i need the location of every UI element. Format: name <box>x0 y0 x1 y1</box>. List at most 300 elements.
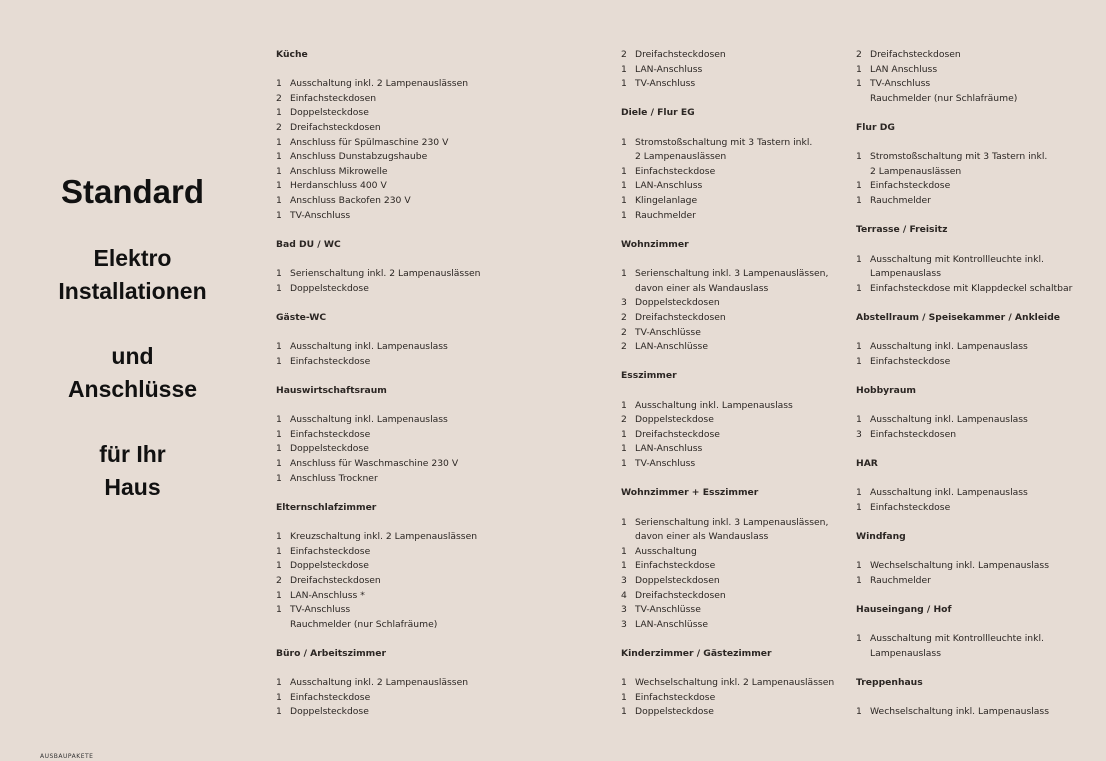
list-item <box>276 121 480 136</box>
item-text: Dreifachsteckdosen <box>870 49 961 60</box>
list-item <box>621 457 834 472</box>
item-text: TV-Anschluss <box>870 78 931 90</box>
item-quantity: 3 <box>621 297 627 309</box>
list-item <box>276 589 480 604</box>
list-item <box>621 559 834 574</box>
item-text: 2 Lampenauslässen <box>870 165 962 177</box>
item-text: Rauchmelder <box>870 574 931 586</box>
item-text: Serienschaltung inkl. 3 Lampenauslässen, <box>635 268 829 280</box>
section-heading-row <box>856 676 1072 691</box>
item-quantity: 1 <box>621 560 627 572</box>
list-item <box>621 603 834 618</box>
list-item <box>276 472 480 487</box>
item-quantity: 1 <box>856 633 862 645</box>
item-text: Ausschaltung inkl. 2 Lampenauslässen <box>290 677 469 689</box>
item-text: Anschluss für Spülmaschine 230 V <box>290 136 449 148</box>
section-spacer <box>856 369 1072 384</box>
list-item <box>621 209 834 224</box>
item-text: davon einer als Wandauslass <box>635 531 769 543</box>
item-quantity: 1 <box>276 78 282 90</box>
item-quantity: 1 <box>276 136 282 148</box>
item-quantity: 1 <box>276 355 282 367</box>
item-text: Einfachsteckdose <box>635 691 716 703</box>
title-spacer <box>20 307 245 340</box>
section-spacer <box>621 253 834 268</box>
list-item <box>856 267 1072 282</box>
item-text: Rauchmelder <box>870 195 931 207</box>
list-item <box>621 618 834 633</box>
section-heading-row <box>856 457 1072 472</box>
list-item <box>621 326 834 341</box>
item-text: Dreifachsteckdosen <box>290 122 381 134</box>
item-text: Doppelsteckdosen <box>635 574 720 586</box>
list-item <box>621 48 834 63</box>
item-text: TV-Anschluss <box>290 604 351 616</box>
list-item <box>856 574 1072 589</box>
list-item <box>276 165 480 180</box>
item-quantity: 1 <box>276 107 282 119</box>
list-item <box>621 516 834 531</box>
section-spacer <box>621 223 834 238</box>
item-quantity: 1 <box>276 589 282 601</box>
section-heading-row <box>856 603 1072 618</box>
item-text: Anschluss für Waschmaschine 230 V <box>290 458 459 470</box>
section-spacer <box>276 296 480 311</box>
item-text: LAN-Anschluss <box>635 443 703 455</box>
list-item <box>276 676 480 691</box>
item-quantity: 1 <box>621 136 627 148</box>
item-text: LAN-Anschluss * <box>290 589 365 601</box>
list-item <box>276 136 480 151</box>
item-quantity: 1 <box>621 195 627 207</box>
section-heading: Hauswirtschaftsraum <box>276 385 387 397</box>
section-spacer <box>856 545 1072 560</box>
item-quantity: 1 <box>856 195 862 207</box>
item-quantity: 3 <box>621 574 627 586</box>
list-item <box>276 150 480 165</box>
item-quantity: 1 <box>276 545 282 557</box>
list-item <box>621 63 834 78</box>
section-spacer <box>856 238 1072 253</box>
item-quantity: 2 <box>621 49 627 60</box>
item-quantity: 1 <box>621 428 627 440</box>
item-text: Einfachsteckdosen <box>290 92 377 104</box>
item-quantity: 1 <box>621 545 627 557</box>
item-text: Rauchmelder <box>635 209 696 221</box>
item-text: Einfachsteckdosen <box>870 428 957 440</box>
item-text: Lampenauslass <box>870 647 942 659</box>
subtitle-line-5: für Ihr <box>99 441 166 467</box>
item-quantity: 3 <box>621 618 627 630</box>
item-text: Ausschaltung inkl. Lampenauslass <box>635 399 793 411</box>
item-quantity: 1 <box>276 531 282 543</box>
item-text: Ausschaltung inkl. Lampenauslass <box>290 414 448 426</box>
item-text: Doppelsteckdose <box>635 414 714 426</box>
item-text: Doppelsteckdose <box>290 107 369 119</box>
section-heading: Gäste-WC <box>276 311 327 323</box>
item-text: LAN-Anschluss <box>635 63 703 75</box>
item-text: Herdanschluss 400 V <box>290 180 387 192</box>
item-quantity: 2 <box>856 49 862 60</box>
item-quantity: 1 <box>856 706 862 718</box>
item-text: 2 Lampenauslässen <box>635 151 727 163</box>
section-spacer <box>856 691 1072 706</box>
section-spacer <box>621 472 834 487</box>
item-text: Serienschaltung inkl. 3 Lampenauslässen, <box>635 516 829 528</box>
item-text: Einfachsteckdose <box>290 691 371 703</box>
section-heading-row <box>621 369 834 384</box>
item-text: TV-Anschlüsse <box>635 604 701 616</box>
list-item <box>856 194 1072 209</box>
item-text: LAN-Anschlüsse <box>635 341 708 353</box>
item-quantity: 1 <box>856 501 862 513</box>
section-spacer <box>621 632 834 647</box>
list-item <box>856 150 1072 165</box>
section-spacer <box>856 106 1072 121</box>
item-text: LAN Anschluss <box>870 63 938 75</box>
list-item <box>856 355 1072 370</box>
list-item <box>621 282 834 297</box>
item-text: Wechselschaltung inkl. Lampenauslass <box>870 706 1049 718</box>
list-item <box>276 282 480 297</box>
list-item <box>276 413 480 428</box>
section-spacer <box>276 369 480 384</box>
item-text: Dreifachsteckdose <box>635 428 720 440</box>
item-quantity: 1 <box>856 414 862 426</box>
section-heading: Wohnzimmer + Esszimmer <box>621 487 759 499</box>
section-heading: Wohnzimmer <box>621 238 689 250</box>
item-quantity: 1 <box>621 63 627 75</box>
subtitle-line-1: Elektro <box>93 245 172 271</box>
list-item <box>621 589 834 604</box>
section-heading: HAR <box>856 458 878 470</box>
item-text: Doppelsteckdose <box>290 560 369 572</box>
item-text: Wechselschaltung inkl. 2 Lampenauslässen <box>635 677 835 689</box>
list-item <box>276 194 480 209</box>
item-text: Einfachsteckdose <box>870 355 951 367</box>
list-item <box>276 442 480 457</box>
item-quantity: 1 <box>621 209 627 221</box>
list-item <box>856 92 1072 107</box>
item-text: Dreifachsteckdosen <box>290 574 381 586</box>
item-text: LAN-Anschluss <box>635 180 703 192</box>
section-spacer <box>276 516 480 531</box>
item-text: Ausschaltung mit Kontrollleuchte inkl. <box>870 253 1044 265</box>
section-spacer <box>856 662 1072 677</box>
item-text: Anschluss Dunstabzugshaube <box>290 151 428 163</box>
list-item <box>621 413 834 428</box>
section-spacer <box>276 662 480 677</box>
list-item <box>276 355 480 370</box>
section-spacer <box>276 632 480 647</box>
list-item <box>856 486 1072 501</box>
item-text: Klingelanlage <box>635 195 698 207</box>
list-item <box>856 77 1072 92</box>
list-item <box>276 77 480 92</box>
item-text: TV-Anschlüsse <box>635 326 701 338</box>
title-spacer <box>20 405 245 438</box>
footer-label: AUSBAUPAKETE <box>40 753 94 760</box>
item-quantity: 1 <box>621 706 627 718</box>
list-item <box>276 545 480 560</box>
section-heading-row <box>856 223 1072 238</box>
section-heading: Esszimmer <box>621 370 677 382</box>
item-quantity: 1 <box>276 195 282 207</box>
section-spacer <box>276 223 480 238</box>
item-text: Ausschaltung <box>635 545 697 557</box>
list-item <box>856 501 1072 516</box>
item-text: davon einer als Wandauslass <box>635 282 769 294</box>
item-quantity: 1 <box>856 78 862 90</box>
item-quantity: 1 <box>856 355 862 367</box>
item-quantity: 1 <box>621 443 627 455</box>
item-text: Ausschaltung inkl. Lampenauslass <box>870 341 1028 353</box>
item-text: Ausschaltung inkl. 2 Lampenauslässen <box>290 78 469 90</box>
list-item <box>621 691 834 706</box>
list-item <box>856 647 1072 662</box>
item-text: Stromstoßschaltung mit 3 Tastern inkl. <box>870 151 1048 163</box>
list-item <box>276 530 480 545</box>
item-text: LAN-Anschlüsse <box>635 618 708 630</box>
list-item <box>276 428 480 443</box>
section-heading-row <box>276 384 480 399</box>
section-spacer <box>276 63 480 78</box>
list-item <box>856 179 1072 194</box>
item-text: Ausschaltung mit Kontrollleuchte inkl. <box>870 633 1044 645</box>
item-text: Anschluss Trockner <box>290 472 378 484</box>
item-text: Einfachsteckdose <box>635 165 716 177</box>
item-text: Rauchmelder (nur Schlafräume) <box>290 618 438 630</box>
page-title: Standard <box>60 173 205 210</box>
section-heading: Elternschlafzimmer <box>276 501 377 513</box>
item-text: TV-Anschluss <box>635 78 696 90</box>
item-quantity: 1 <box>856 151 862 163</box>
item-text: Dreifachsteckdosen <box>635 49 726 60</box>
item-quantity: 2 <box>621 326 627 338</box>
list-item <box>856 282 1072 297</box>
list-item <box>276 574 480 589</box>
section-heading: Diele / Flur EG <box>621 107 695 119</box>
item-text: Stromstoßschaltung mit 3 Tastern inkl. <box>635 136 813 148</box>
section-heading-row <box>856 384 1072 399</box>
column-3 <box>856 48 1072 720</box>
item-quantity: 2 <box>621 311 627 323</box>
item-text: Einfachsteckdose <box>870 180 951 192</box>
list-item <box>276 92 480 107</box>
list-item <box>621 399 834 414</box>
section-heading: Abstellraum / Speisekammer / Ankleide <box>856 311 1061 323</box>
list-item <box>621 311 834 326</box>
section-heading-row <box>276 311 480 326</box>
item-quantity: 1 <box>276 604 282 616</box>
item-quantity: 1 <box>621 165 627 177</box>
item-quantity: 2 <box>621 341 627 353</box>
list-item <box>276 559 480 574</box>
item-text: TV-Anschluss <box>290 209 351 221</box>
list-item <box>856 48 1072 63</box>
section-heading-row <box>856 121 1072 136</box>
section-heading-row <box>621 486 834 501</box>
item-quantity: 1 <box>276 268 282 280</box>
item-quantity: 2 <box>621 414 627 426</box>
item-quantity: 1 <box>621 78 627 90</box>
list-item <box>621 77 834 92</box>
list-item <box>856 253 1072 268</box>
column-1 <box>276 48 480 720</box>
item-quantity: 2 <box>276 574 282 586</box>
list-item <box>276 705 480 720</box>
item-text: Doppelsteckdose <box>290 282 369 294</box>
item-quantity: 1 <box>856 487 862 499</box>
section-spacer <box>621 121 834 136</box>
item-quantity: 1 <box>276 677 282 689</box>
list-item <box>621 705 834 720</box>
section-heading-row <box>621 106 834 121</box>
section-spacer <box>621 355 834 370</box>
section-spacer <box>856 296 1072 311</box>
subtitle-line-6: Haus <box>104 473 161 500</box>
section-spacer <box>856 399 1072 414</box>
list-item <box>856 705 1072 720</box>
section-heading-row <box>276 501 480 516</box>
list-item <box>856 428 1072 443</box>
item-text: Einfachsteckdose <box>290 545 371 557</box>
item-quantity: 2 <box>276 122 282 134</box>
list-item <box>621 545 834 560</box>
item-text: Anschluss Backofen 230 V <box>290 195 411 207</box>
section-spacer <box>856 209 1072 224</box>
section-heading: Kinderzimmer / Gästezimmer <box>621 647 772 659</box>
section-spacer <box>276 486 480 501</box>
section-heading: Bad DU / WC <box>276 238 341 250</box>
item-quantity: 1 <box>276 560 282 572</box>
list-item <box>621 267 834 282</box>
item-quantity: 1 <box>276 691 282 703</box>
item-quantity: 1 <box>621 458 627 470</box>
item-text: Lampenauslass <box>870 268 942 280</box>
item-quantity: 1 <box>276 282 282 294</box>
list-item <box>276 106 480 121</box>
item-quantity: 1 <box>276 706 282 718</box>
list-item <box>276 179 480 194</box>
item-quantity: 1 <box>276 414 282 426</box>
item-text: Dreifachsteckdosen <box>635 311 726 323</box>
item-text: Einfachsteckdose <box>870 501 951 513</box>
list-item <box>621 530 834 545</box>
item-quantity: 1 <box>621 399 627 411</box>
list-item <box>621 442 834 457</box>
section-heading: Küche <box>276 49 308 60</box>
section-heading: Hobbyraum <box>856 385 916 397</box>
subtitle-line-4: Anschlüsse <box>67 375 198 402</box>
item-quantity: 1 <box>856 574 862 586</box>
section-heading-row <box>621 238 834 253</box>
section-heading-row <box>856 530 1072 545</box>
item-text: Wechselschaltung inkl. Lampenauslass <box>870 560 1049 572</box>
section-heading: Flur DG <box>856 122 895 134</box>
list-item <box>621 194 834 209</box>
item-quantity: 1 <box>276 443 282 455</box>
item-quantity: 1 <box>621 180 627 192</box>
list-item <box>621 296 834 311</box>
list-item <box>856 63 1072 78</box>
list-item <box>276 267 480 282</box>
section-heading: Treppenhaus <box>856 677 923 689</box>
section-spacer <box>856 442 1072 457</box>
item-quantity: 1 <box>276 209 282 221</box>
section-heading-row <box>621 647 834 662</box>
list-item <box>276 457 480 472</box>
item-text: TV-Anschluss <box>635 458 696 470</box>
item-text: Ausschaltung inkl. Lampenauslass <box>870 487 1028 499</box>
item-quantity: 1 <box>276 165 282 177</box>
list-item <box>621 179 834 194</box>
list-item <box>621 428 834 443</box>
page-title-block <box>20 170 245 503</box>
item-quantity: 1 <box>621 516 627 528</box>
list-item <box>621 136 834 151</box>
list-item <box>621 574 834 589</box>
section-heading: Windfang <box>856 531 906 543</box>
section-heading: Terrasse / Freisitz <box>856 224 948 236</box>
item-text: Kreuzschaltung inkl. 2 Lampenauslässen <box>290 531 478 543</box>
section-spacer <box>856 618 1072 633</box>
subtitle-line-2: Installationen <box>58 277 207 304</box>
item-text: Anschluss Mikrowelle <box>290 165 388 177</box>
item-quantity: 1 <box>621 677 627 689</box>
section-spacer <box>276 399 480 414</box>
item-quantity: 1 <box>856 180 862 192</box>
item-quantity: 1 <box>276 151 282 163</box>
list-item <box>276 209 480 224</box>
item-text: Serienschaltung inkl. 2 Lampenauslässen <box>290 268 481 280</box>
item-quantity: 3 <box>856 428 862 440</box>
list-item <box>856 632 1072 647</box>
section-spacer <box>621 662 834 677</box>
list-item <box>276 691 480 706</box>
list-item <box>621 676 834 691</box>
item-quantity: 1 <box>276 458 282 470</box>
list-item <box>856 165 1072 180</box>
item-text: Einfachsteckdose <box>635 560 716 572</box>
item-quantity: 1 <box>621 691 627 703</box>
section-spacer <box>856 589 1072 604</box>
section-heading: Hauseingang / Hof <box>856 604 952 616</box>
item-text: Doppelsteckdose <box>635 706 714 718</box>
item-quantity: 1 <box>856 282 862 294</box>
item-text: Einfachsteckdose mit Klappdeckel schaltbar <box>870 282 1073 294</box>
item-quantity: 1 <box>856 341 862 353</box>
subtitle-line-3: und <box>111 343 154 369</box>
section-spacer <box>856 472 1072 487</box>
item-quantity: 1 <box>276 428 282 440</box>
item-quantity: 1 <box>621 268 627 280</box>
item-quantity: 2 <box>276 92 282 104</box>
item-text: Dreifachsteckdosen <box>635 589 726 601</box>
item-quantity: 1 <box>276 180 282 192</box>
list-item <box>856 559 1072 574</box>
list-item <box>856 413 1072 428</box>
section-spacer <box>856 516 1072 531</box>
item-text: Doppelsteckdose <box>290 706 369 718</box>
section-heading: Büro / Arbeitszimmer <box>276 647 387 659</box>
item-text: Rauchmelder (nur Schlafräume) <box>870 92 1018 104</box>
list-item <box>276 340 480 355</box>
section-spacer <box>856 136 1072 151</box>
section-heading-row <box>276 238 480 253</box>
item-text: Ausschaltung inkl. Lampenauslass <box>290 341 448 353</box>
list-item <box>856 340 1072 355</box>
